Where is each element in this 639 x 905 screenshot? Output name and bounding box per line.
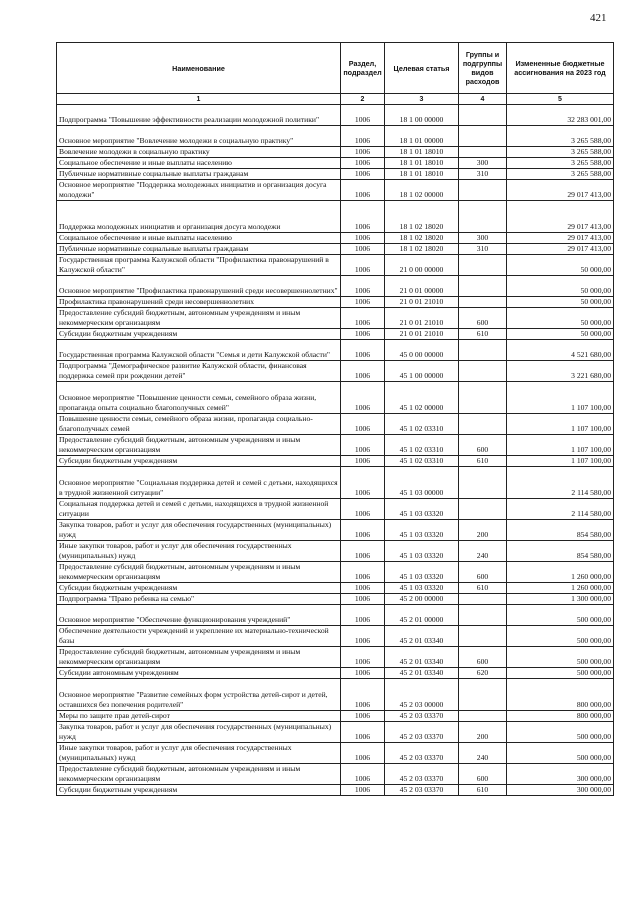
row-section: 1006 bbox=[341, 201, 385, 233]
row-section: 1006 bbox=[341, 626, 385, 647]
header-amount: Измененные бюджетные ассигнования на 2023 год bbox=[507, 43, 614, 94]
row-name: Закупка товаров, работ и услуг для обеспечения государственных (муниципальных) нужд bbox=[57, 520, 341, 541]
budget-table bbox=[56, 42, 614, 796]
row-name: Социальная поддержка детей и семей с детьми, находящихся в трудной жизненной ситуации bbox=[57, 499, 341, 520]
row-name: Подпрограмма "Повышение эффективности реализации молодежной политики" bbox=[57, 105, 341, 126]
row-amount: 300 000,00 bbox=[507, 764, 614, 785]
row-name: Предоставление субсидий бюджетным, автономным учреждениям и иным некоммерческим организациям bbox=[57, 308, 341, 329]
row-section: 1006 bbox=[341, 233, 385, 244]
row-amount: 2 114 580,00 bbox=[507, 467, 614, 499]
row-section: 1006 bbox=[341, 340, 385, 361]
row-name: Основное мероприятие "Вовлечение молодежи в социальную практику" bbox=[57, 126, 341, 147]
row-amount: 500 000,00 bbox=[507, 722, 614, 743]
row-name: Вовлечение молодежи в социальную практику bbox=[57, 147, 341, 158]
table-row bbox=[57, 647, 614, 668]
row-article: 18 1 01 18010 bbox=[385, 147, 459, 158]
row-article: 18 1 02 18020 bbox=[385, 201, 459, 233]
row-group: 200 bbox=[459, 520, 507, 541]
row-article: 45 1 00 00000 bbox=[385, 361, 459, 382]
table-row bbox=[57, 722, 614, 743]
table-row bbox=[57, 244, 614, 255]
row-name: Профилактика правонарушений среди несовершеннолетних bbox=[57, 297, 341, 308]
row-group: 300 bbox=[459, 158, 507, 169]
row-article: 45 1 03 03320 bbox=[385, 583, 459, 594]
row-article: 21 0 01 21010 bbox=[385, 308, 459, 329]
table-row bbox=[57, 605, 614, 626]
row-group bbox=[459, 201, 507, 233]
row-name: Обеспечение деятельности учреждений и укрепление их материально-технической базы bbox=[57, 626, 341, 647]
row-name: Основное мероприятие "Профилактика правонарушений среди несовершеннолетних" bbox=[57, 276, 341, 297]
row-section: 1006 bbox=[341, 105, 385, 126]
row-article: 45 2 03 03370 bbox=[385, 722, 459, 743]
row-article: 18 1 02 00000 bbox=[385, 180, 459, 201]
header-section: Раздел, подраздел bbox=[341, 43, 385, 94]
row-group: 620 bbox=[459, 668, 507, 679]
row-article: 21 0 01 21010 bbox=[385, 329, 459, 340]
table-row bbox=[57, 169, 614, 180]
table-row bbox=[57, 201, 614, 233]
column-number: 2 bbox=[341, 94, 385, 105]
row-section: 1006 bbox=[341, 361, 385, 382]
row-article: 45 1 02 03310 bbox=[385, 414, 459, 435]
row-article: 45 2 03 03370 bbox=[385, 711, 459, 722]
row-name: Меры по защите прав детей-сирот bbox=[57, 711, 341, 722]
row-article: 45 2 01 00000 bbox=[385, 605, 459, 626]
row-article: 18 1 02 18020 bbox=[385, 244, 459, 255]
row-article: 45 1 03 03320 bbox=[385, 562, 459, 583]
table-row bbox=[57, 583, 614, 594]
row-name: Предоставление субсидий бюджетным, автономным учреждениям и иным некоммерческим организациям bbox=[57, 435, 341, 456]
header-article: Целевая статья bbox=[385, 43, 459, 94]
table-row bbox=[57, 467, 614, 499]
row-amount: 1 107 100,00 bbox=[507, 414, 614, 435]
row-amount: 29 017 413,00 bbox=[507, 201, 614, 233]
row-section: 1006 bbox=[341, 722, 385, 743]
row-group: 240 bbox=[459, 743, 507, 764]
row-amount: 4 521 680,00 bbox=[507, 340, 614, 361]
row-article: 45 1 03 00000 bbox=[385, 467, 459, 499]
row-article: 45 1 03 03320 bbox=[385, 520, 459, 541]
row-amount: 50 000,00 bbox=[507, 329, 614, 340]
table-body bbox=[57, 105, 614, 796]
row-amount: 500 000,00 bbox=[507, 668, 614, 679]
row-article: 18 1 00 00000 bbox=[385, 105, 459, 126]
row-amount: 50 000,00 bbox=[507, 297, 614, 308]
row-group: 310 bbox=[459, 169, 507, 180]
row-name: Предоставление субсидий бюджетным, автономным учреждениям и иным некоммерческим организациям bbox=[57, 764, 341, 785]
row-section: 1006 bbox=[341, 414, 385, 435]
row-article: 45 1 03 03320 bbox=[385, 499, 459, 520]
row-name: Основное мероприятие "Обеспечение функционирования учреждений" bbox=[57, 605, 341, 626]
table-row bbox=[57, 743, 614, 764]
row-amount: 3 265 588,00 bbox=[507, 169, 614, 180]
table-row bbox=[57, 679, 614, 711]
row-section: 1006 bbox=[341, 147, 385, 158]
header-row bbox=[57, 43, 614, 94]
row-name: Социальное обеспечение и иные выплаты населению bbox=[57, 158, 341, 169]
row-name: Подпрограмма "Демографическое развитие Калужской области, финансовая поддержка семей при рождении детей" bbox=[57, 361, 341, 382]
column-number: 4 bbox=[459, 94, 507, 105]
header-group: Группы и подгруппы видов расходов bbox=[459, 43, 507, 94]
table-row bbox=[57, 382, 614, 414]
row-amount: 3 265 588,00 bbox=[507, 147, 614, 158]
row-name: Предоставление субсидий бюджетным, автономным учреждениям и иным некоммерческим организациям bbox=[57, 562, 341, 583]
row-amount: 300 000,00 bbox=[507, 785, 614, 796]
table-row bbox=[57, 255, 614, 276]
row-amount: 1 300 000,00 bbox=[507, 594, 614, 605]
row-name: Основное мероприятие "Развитие семейных форм устройства детей-сирот и детей, оставшихся без попечения родителей" bbox=[57, 679, 341, 711]
row-article: 21 0 00 00000 bbox=[385, 255, 459, 276]
row-amount: 800 000,00 bbox=[507, 679, 614, 711]
row-amount: 854 580,00 bbox=[507, 520, 614, 541]
row-group: 600 bbox=[459, 435, 507, 456]
row-group bbox=[459, 126, 507, 147]
row-name: Субсидии бюджетным учреждениям bbox=[57, 583, 341, 594]
row-section: 1006 bbox=[341, 562, 385, 583]
row-article: 18 1 01 18010 bbox=[385, 158, 459, 169]
row-section: 1006 bbox=[341, 308, 385, 329]
row-group bbox=[459, 276, 507, 297]
row-amount: 29 017 413,00 bbox=[507, 233, 614, 244]
table-row bbox=[57, 541, 614, 562]
row-article: 45 2 03 03370 bbox=[385, 764, 459, 785]
row-article: 45 1 02 03310 bbox=[385, 435, 459, 456]
row-group bbox=[459, 499, 507, 520]
row-article: 21 0 01 00000 bbox=[385, 276, 459, 297]
row-group bbox=[459, 255, 507, 276]
row-article: 45 2 01 03340 bbox=[385, 668, 459, 679]
table-row bbox=[57, 180, 614, 201]
row-amount: 854 580,00 bbox=[507, 541, 614, 562]
row-name: Социальное обеспечение и иные выплаты населению bbox=[57, 233, 341, 244]
table-row bbox=[57, 361, 614, 382]
row-group bbox=[459, 467, 507, 499]
row-group bbox=[459, 297, 507, 308]
row-group bbox=[459, 679, 507, 711]
row-article: 45 2 03 03370 bbox=[385, 743, 459, 764]
row-name: Субсидии бюджетным учреждениям bbox=[57, 785, 341, 796]
row-name: Предоставление субсидий бюджетным, автономным учреждениям и иным некоммерческим организациям bbox=[57, 647, 341, 668]
column-number: 1 bbox=[57, 94, 341, 105]
row-section: 1006 bbox=[341, 520, 385, 541]
row-group bbox=[459, 382, 507, 414]
row-article: 45 1 02 03310 bbox=[385, 456, 459, 467]
row-section: 1006 bbox=[341, 743, 385, 764]
row-section: 1006 bbox=[341, 244, 385, 255]
table-row bbox=[57, 126, 614, 147]
row-name: Государственная программа Калужской области "Профилактика правонарушений в Калужской области" bbox=[57, 255, 341, 276]
row-amount: 29 017 413,00 bbox=[507, 244, 614, 255]
row-section: 1006 bbox=[341, 711, 385, 722]
row-section: 1006 bbox=[341, 764, 385, 785]
row-group: 600 bbox=[459, 764, 507, 785]
row-section: 1006 bbox=[341, 456, 385, 467]
row-article: 18 1 01 18010 bbox=[385, 169, 459, 180]
table-row bbox=[57, 147, 614, 158]
row-group: 610 bbox=[459, 456, 507, 467]
row-amount: 50 000,00 bbox=[507, 276, 614, 297]
row-amount: 800 000,00 bbox=[507, 711, 614, 722]
row-section: 1006 bbox=[341, 541, 385, 562]
row-name: Поддержка молодежных инициатив и организация досуга молодежи bbox=[57, 201, 341, 233]
row-article: 45 2 01 03340 bbox=[385, 647, 459, 668]
row-article: 45 2 01 03340 bbox=[385, 626, 459, 647]
table-row bbox=[57, 520, 614, 541]
table-row bbox=[57, 158, 614, 169]
table-row bbox=[57, 785, 614, 796]
row-name: Публичные нормативные социальные выплаты гражданам bbox=[57, 169, 341, 180]
table-row bbox=[57, 435, 614, 456]
row-name: Повышение ценности семьи, семейного образа жизни, пропаганда социально-благополучных семей bbox=[57, 414, 341, 435]
row-section: 1006 bbox=[341, 158, 385, 169]
row-section: 1006 bbox=[341, 126, 385, 147]
row-amount: 500 000,00 bbox=[507, 605, 614, 626]
row-name: Государственная программа Калужской области "Семья и дети Калужской области" bbox=[57, 340, 341, 361]
row-section: 1006 bbox=[341, 583, 385, 594]
table-row bbox=[57, 668, 614, 679]
row-group bbox=[459, 340, 507, 361]
table-row bbox=[57, 308, 614, 329]
row-section: 1006 bbox=[341, 297, 385, 308]
row-article: 21 0 01 21010 bbox=[385, 297, 459, 308]
row-group: 600 bbox=[459, 308, 507, 329]
row-name: Субсидии бюджетным учреждениям bbox=[57, 329, 341, 340]
row-section: 1006 bbox=[341, 467, 385, 499]
row-group bbox=[459, 414, 507, 435]
row-group bbox=[459, 605, 507, 626]
header-number-row bbox=[57, 94, 614, 105]
row-name: Субсидии автономным учреждениям bbox=[57, 668, 341, 679]
row-amount: 29 017 413,00 bbox=[507, 180, 614, 201]
row-article: 45 2 00 00000 bbox=[385, 594, 459, 605]
row-section: 1006 bbox=[341, 499, 385, 520]
row-name: Закупка товаров, работ и услуг для обеспечения государственных (муниципальных) нужд bbox=[57, 722, 341, 743]
row-amount: 3 221 680,00 bbox=[507, 361, 614, 382]
row-article: 18 1 01 00000 bbox=[385, 126, 459, 147]
row-group bbox=[459, 711, 507, 722]
table-row bbox=[57, 340, 614, 361]
row-name: Подпрограмма "Право ребенка на семью" bbox=[57, 594, 341, 605]
row-group: 610 bbox=[459, 785, 507, 796]
table-row bbox=[57, 594, 614, 605]
row-amount: 500 000,00 bbox=[507, 743, 614, 764]
row-section: 1006 bbox=[341, 180, 385, 201]
table-row bbox=[57, 711, 614, 722]
row-amount: 1 107 100,00 bbox=[507, 382, 614, 414]
row-name: Иные закупки товаров, работ и услуг для обеспечения государственных (муниципальных) нужд bbox=[57, 541, 341, 562]
table-row bbox=[57, 105, 614, 126]
table-row bbox=[57, 499, 614, 520]
row-amount: 1 260 000,00 bbox=[507, 562, 614, 583]
row-amount: 1 107 100,00 bbox=[507, 435, 614, 456]
row-group bbox=[459, 361, 507, 382]
row-section: 1006 bbox=[341, 668, 385, 679]
row-article: 45 2 03 00000 bbox=[385, 679, 459, 711]
row-article: 45 0 00 00000 bbox=[385, 340, 459, 361]
row-amount: 1 107 100,00 bbox=[507, 456, 614, 467]
page-number: 421 bbox=[590, 12, 607, 24]
table-row bbox=[57, 626, 614, 647]
row-section: 1006 bbox=[341, 605, 385, 626]
row-section: 1006 bbox=[341, 255, 385, 276]
row-amount: 32 283 001,00 bbox=[507, 105, 614, 126]
row-section: 1006 bbox=[341, 382, 385, 414]
row-name: Субсидии бюджетным учреждениям bbox=[57, 456, 341, 467]
row-section: 1006 bbox=[341, 594, 385, 605]
row-amount: 3 265 588,00 bbox=[507, 158, 614, 169]
table-row bbox=[57, 456, 614, 467]
table-row bbox=[57, 764, 614, 785]
row-group: 240 bbox=[459, 541, 507, 562]
row-group: 600 bbox=[459, 647, 507, 668]
row-group: 610 bbox=[459, 329, 507, 340]
table-row bbox=[57, 562, 614, 583]
column-number: 3 bbox=[385, 94, 459, 105]
row-amount: 500 000,00 bbox=[507, 626, 614, 647]
table-row bbox=[57, 414, 614, 435]
row-amount: 50 000,00 bbox=[507, 255, 614, 276]
row-name: Основное мероприятие "Социальная поддержка детей и семей с детьми, находящихся в трудной жизненной ситуации" bbox=[57, 467, 341, 499]
row-article: 45 2 03 03370 bbox=[385, 785, 459, 796]
row-group: 200 bbox=[459, 722, 507, 743]
row-section: 1006 bbox=[341, 276, 385, 297]
row-group bbox=[459, 626, 507, 647]
row-section: 1006 bbox=[341, 647, 385, 668]
row-amount: 500 000,00 bbox=[507, 647, 614, 668]
row-name: Основное мероприятие "Поддержка молодежных инициатив и организация досуга молодежи" bbox=[57, 180, 341, 201]
row-group bbox=[459, 105, 507, 126]
row-article: 18 1 02 18020 bbox=[385, 233, 459, 244]
header-name: Наименование bbox=[57, 43, 341, 94]
row-section: 1006 bbox=[341, 435, 385, 456]
row-section: 1006 bbox=[341, 169, 385, 180]
row-article: 45 1 02 00000 bbox=[385, 382, 459, 414]
table-row bbox=[57, 276, 614, 297]
row-amount: 1 260 000,00 bbox=[507, 583, 614, 594]
row-group: 300 bbox=[459, 233, 507, 244]
row-name: Иные закупки товаров, работ и услуг для обеспечения государственных (муниципальных) нужд bbox=[57, 743, 341, 764]
row-group bbox=[459, 180, 507, 201]
row-section: 1006 bbox=[341, 785, 385, 796]
row-group bbox=[459, 594, 507, 605]
table-row bbox=[57, 233, 614, 244]
row-name: Основное мероприятие "Повышение ценности семьи, семейного образа жизни, пропаганда опыта социально благополучных семей" bbox=[57, 382, 341, 414]
table-row bbox=[57, 329, 614, 340]
row-group bbox=[459, 147, 507, 158]
row-amount: 2 114 580,00 bbox=[507, 499, 614, 520]
row-amount: 3 265 588,00 bbox=[507, 126, 614, 147]
table-row bbox=[57, 297, 614, 308]
row-amount: 50 000,00 bbox=[507, 308, 614, 329]
row-group: 600 bbox=[459, 562, 507, 583]
row-group: 310 bbox=[459, 244, 507, 255]
row-name: Публичные нормативные социальные выплаты гражданам bbox=[57, 244, 341, 255]
row-section: 1006 bbox=[341, 679, 385, 711]
row-article: 45 1 03 03320 bbox=[385, 541, 459, 562]
row-section: 1006 bbox=[341, 329, 385, 340]
column-number: 5 bbox=[507, 94, 614, 105]
row-group: 610 bbox=[459, 583, 507, 594]
